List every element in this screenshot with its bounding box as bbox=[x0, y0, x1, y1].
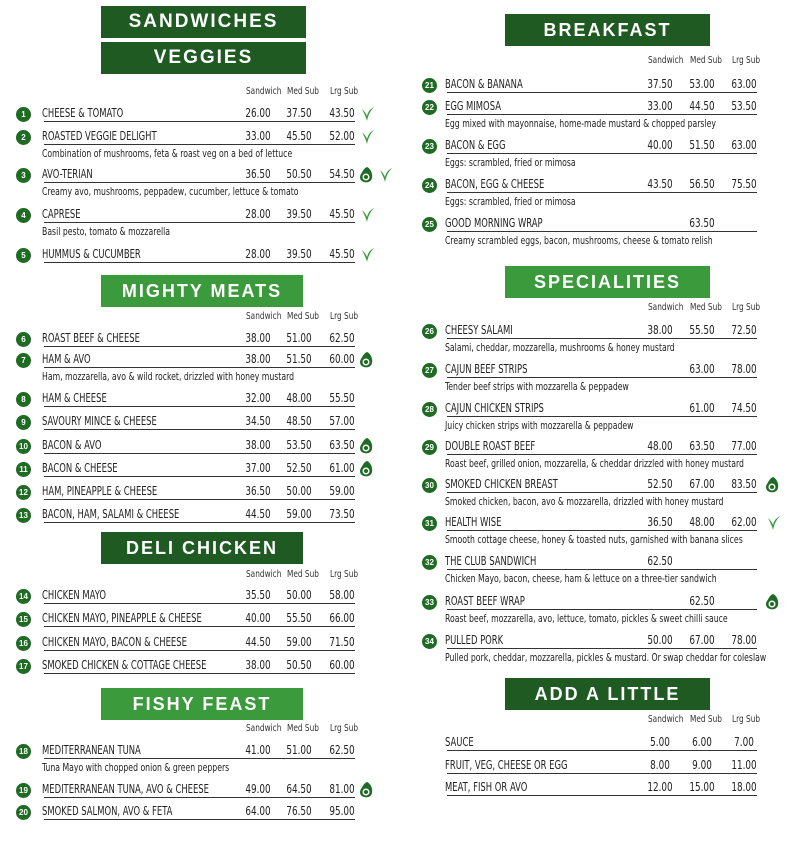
column-header-sandwich: Sandwich bbox=[246, 86, 282, 97]
item-name: BACON & EGG bbox=[445, 138, 506, 152]
item-number-badge: 21 bbox=[422, 78, 437, 93]
item-price-sandwich: 35.50 bbox=[245, 588, 271, 602]
item-price-med: 37.50 bbox=[286, 106, 312, 120]
item-underline bbox=[44, 797, 355, 798]
item-price-lrg: 75.50 bbox=[731, 177, 757, 191]
item-number-badge: 27 bbox=[422, 363, 437, 378]
item-price-med: 48.50 bbox=[286, 414, 312, 428]
item-description: Smoked chicken, bacon, avo & mozzarella, drizzled with honey mustard bbox=[445, 496, 724, 508]
item-name: FRUIT, VEG, CHEESE OR EGG bbox=[445, 758, 568, 772]
column-header-med: Med Sub bbox=[287, 86, 319, 97]
item-number-badge: 20 bbox=[16, 805, 31, 820]
item-price-sandwich: 12.00 bbox=[647, 780, 673, 794]
item-price-med: 63.50 bbox=[689, 439, 715, 453]
item-price-med: 51.00 bbox=[286, 331, 312, 345]
item-price-sandwich: 36.50 bbox=[647, 515, 673, 529]
item-number-badge: 1 bbox=[16, 107, 31, 122]
item-description: Eggs: scrambled, fried or mimosa bbox=[445, 196, 576, 208]
item-underline bbox=[447, 530, 757, 531]
item-name: SMOKED CHICKEN BREAST bbox=[445, 477, 558, 491]
item-number-badge: 12 bbox=[16, 485, 31, 500]
item-underline bbox=[44, 758, 355, 759]
item-description: Basil pesto, tomato & mozzarella bbox=[42, 226, 171, 238]
item-name: HAM & AVO bbox=[42, 352, 91, 366]
item-price-lrg: 83.50 bbox=[731, 477, 757, 491]
item-description: Combination of mushrooms, feta & roast veg on a bed of lettuce bbox=[42, 148, 293, 160]
item-name: CHICKEN MAYO bbox=[42, 588, 106, 602]
item-name: BACON, EGG & CHEESE bbox=[445, 177, 545, 191]
item-name: MEDITERRANEAN TUNA bbox=[42, 743, 141, 757]
item-price-med: 15.00 bbox=[689, 780, 715, 794]
item-description: Eggs: scrambled, fried or mimosa bbox=[445, 157, 576, 169]
item-number-badge: 6 bbox=[16, 332, 31, 347]
item-price-med: 50.00 bbox=[286, 588, 312, 602]
item-price-sandwich: 26.00 bbox=[245, 106, 271, 120]
item-underline bbox=[447, 338, 757, 339]
item-price-sandwich: 8.00 bbox=[650, 758, 670, 772]
item-price-sandwich: 38.00 bbox=[245, 352, 271, 366]
item-underline bbox=[44, 626, 355, 627]
item-number-badge: 14 bbox=[16, 589, 31, 604]
vegetarian-leaf-icon bbox=[766, 514, 782, 536]
item-name: MEAT, FISH OR AVO bbox=[445, 780, 528, 794]
item-price-med: 51.50 bbox=[689, 138, 715, 152]
item-price-lrg: 74.50 bbox=[731, 401, 757, 415]
item-number-badge: 19 bbox=[16, 783, 31, 798]
item-name: CAJUN BEEF STRIPS bbox=[445, 362, 528, 376]
section-header-mighty-meats: MIGHTY MEATS bbox=[101, 275, 303, 307]
item-number-badge: 2 bbox=[16, 130, 31, 145]
item-price-med: 44.50 bbox=[689, 99, 715, 113]
column-header-med: Med Sub bbox=[287, 569, 319, 580]
item-price-lrg: 43.50 bbox=[329, 106, 355, 120]
item-name: PULLED PORK bbox=[445, 633, 504, 647]
item-underline bbox=[44, 673, 355, 674]
item-price-sandwich: 38.00 bbox=[245, 331, 271, 345]
item-name: HAM & CHEESE bbox=[42, 391, 107, 405]
item-number-badge: 26 bbox=[422, 324, 437, 339]
item-number-badge: 22 bbox=[422, 100, 437, 115]
avocado-icon bbox=[358, 781, 374, 803]
item-underline bbox=[447, 231, 757, 232]
item-underline bbox=[447, 454, 757, 455]
vegetarian-leaf-icon bbox=[360, 206, 376, 228]
item-underline bbox=[44, 499, 355, 500]
item-price-med: 55.50 bbox=[689, 323, 715, 337]
avocado-icon bbox=[764, 476, 780, 498]
column-header-lrg: Lrg Sub bbox=[330, 569, 359, 580]
column-header-med: Med Sub bbox=[690, 55, 722, 66]
item-price-lrg: 18.00 bbox=[731, 780, 757, 794]
item-price-lrg: 63.00 bbox=[731, 77, 757, 91]
vegetarian-leaf-icon bbox=[360, 128, 376, 150]
item-name: MEDITERRANEAN TUNA, AVO & CHEESE bbox=[42, 782, 209, 796]
avocado-icon bbox=[358, 166, 374, 188]
item-price-sandwich: 28.00 bbox=[245, 247, 271, 261]
item-underline bbox=[44, 522, 355, 523]
item-description: Ham, mozzarella, avo & wild rocket, drizzled with honey mustard bbox=[42, 371, 295, 383]
section-header-specialities: SPECIALITIES bbox=[505, 266, 710, 298]
item-number-badge: 7 bbox=[16, 353, 31, 368]
item-name: CAJUN CHICKEN STRIPS bbox=[445, 401, 544, 415]
item-price-lrg: 62.50 bbox=[329, 331, 355, 345]
item-price-sandwich: 44.50 bbox=[245, 635, 271, 649]
item-underline bbox=[447, 750, 757, 751]
item-price-sandwich: 43.50 bbox=[647, 177, 673, 191]
item-price-lrg: 72.50 bbox=[731, 323, 757, 337]
avocado-icon bbox=[358, 437, 374, 459]
item-underline bbox=[447, 795, 757, 796]
item-underline bbox=[44, 406, 355, 407]
column-header-sandwich: Sandwich bbox=[246, 311, 282, 322]
item-name: DOUBLE ROAST BEEF bbox=[445, 439, 536, 453]
item-price-lrg: 95.00 bbox=[329, 804, 355, 818]
item-underline bbox=[447, 192, 757, 193]
item-price-med: 67.00 bbox=[689, 477, 715, 491]
item-price-lrg: 55.50 bbox=[329, 391, 355, 405]
item-description: Smooth cottage cheese, honey & toasted nuts, garnished with banana slices bbox=[445, 534, 743, 546]
item-underline bbox=[447, 773, 757, 774]
section-header-veggies: VEGGIES bbox=[101, 42, 306, 74]
column-header-lrg: Lrg Sub bbox=[732, 302, 761, 313]
item-price-sandwich: 28.00 bbox=[245, 207, 271, 221]
item-price-lrg: 53.50 bbox=[731, 99, 757, 113]
item-underline bbox=[447, 114, 757, 115]
item-underline bbox=[447, 492, 757, 493]
item-name: BACON & CHEESE bbox=[42, 461, 118, 475]
item-underline bbox=[447, 569, 757, 570]
item-description: Roast beef, mozzarella, avo, lettuce, tomato, pickles & sweet chilli sauce bbox=[445, 613, 728, 625]
column-header-sandwich: Sandwich bbox=[246, 723, 282, 734]
item-name: BACON & AVO bbox=[42, 438, 102, 452]
column-header-sandwich: Sandwich bbox=[246, 569, 282, 580]
avocado-icon bbox=[358, 351, 374, 373]
item-number-badge: 29 bbox=[422, 440, 437, 455]
column-header-lrg: Lrg Sub bbox=[330, 311, 359, 322]
item-number-badge: 34 bbox=[422, 634, 437, 649]
section-header-deli-chicken: DELI CHICKEN bbox=[101, 532, 303, 564]
vegetarian-leaf-icon bbox=[378, 166, 394, 188]
item-price-med: 53.00 bbox=[689, 77, 715, 91]
item-underline bbox=[44, 367, 355, 368]
item-number-badge: 33 bbox=[422, 595, 437, 610]
item-name: CHICKEN MAYO, PINEAPPLE & CHEESE bbox=[42, 611, 202, 625]
item-price-sandwich: 64.00 bbox=[245, 804, 271, 818]
item-price-lrg: 61.00 bbox=[329, 461, 355, 475]
item-underline bbox=[44, 429, 355, 430]
avocado-icon bbox=[764, 593, 780, 615]
item-name: CHICKEN MAYO, BACON & CHEESE bbox=[42, 635, 187, 649]
item-underline bbox=[44, 144, 355, 145]
column-header-med: Med Sub bbox=[690, 714, 722, 725]
item-price-med: 50.00 bbox=[286, 484, 312, 498]
section-header-fishy-feast: FISHY FEAST bbox=[101, 688, 303, 720]
item-name: BACON & BANANA bbox=[445, 77, 523, 91]
item-number-badge: 30 bbox=[422, 478, 437, 493]
section-header-add-a-little: ADD A LITTLE bbox=[505, 678, 710, 710]
item-price-sandwich: 34.50 bbox=[245, 414, 271, 428]
item-price-med: 76.50 bbox=[286, 804, 312, 818]
item-underline bbox=[447, 648, 757, 649]
item-price-lrg: 63.00 bbox=[731, 138, 757, 152]
item-price-sandwich: 40.00 bbox=[647, 138, 673, 152]
item-price-med: 39.50 bbox=[286, 207, 312, 221]
column-header-med: Med Sub bbox=[287, 311, 319, 322]
item-price-lrg: 58.00 bbox=[329, 588, 355, 602]
item-description: Juicy chicken strips with mozzarella & peppadew bbox=[445, 420, 634, 432]
item-price-sandwich: 38.00 bbox=[245, 438, 271, 452]
item-price-med: 51.00 bbox=[286, 743, 312, 757]
item-name: ROASTED VEGGIE DELIGHT bbox=[42, 129, 157, 143]
item-underline bbox=[44, 346, 355, 347]
item-price-lrg: 77.00 bbox=[731, 439, 757, 453]
item-description: Pulled pork, cheddar, mozzarella, pickles & mustard. Or swap cheddar for coleslaw bbox=[445, 652, 767, 664]
column-header-med: Med Sub bbox=[690, 302, 722, 313]
item-price-sandwich: 33.00 bbox=[647, 99, 673, 113]
item-price-lrg: 45.50 bbox=[329, 247, 355, 261]
item-name: ROAST BEEF & CHEESE bbox=[42, 331, 140, 345]
item-number-badge: 31 bbox=[422, 516, 437, 531]
item-price-sandwich: 49.00 bbox=[245, 782, 271, 796]
item-price-sandwich: 36.50 bbox=[245, 167, 271, 181]
item-description: Tuna Mayo with chopped onion & green peppers bbox=[42, 762, 230, 774]
item-number-badge: 25 bbox=[422, 217, 437, 232]
item-price-sandwich: 48.00 bbox=[647, 439, 673, 453]
item-number-badge: 8 bbox=[16, 392, 31, 407]
item-number-badge: 15 bbox=[16, 612, 31, 627]
column-header-sandwich: Sandwich bbox=[648, 302, 684, 313]
item-price-sandwich: 40.00 bbox=[245, 611, 271, 625]
item-number-badge: 17 bbox=[16, 659, 31, 674]
item-price-med: 9.00 bbox=[692, 758, 712, 772]
item-name: SAVOURY MINCE & CHEESE bbox=[42, 414, 157, 428]
item-price-med: 67.00 bbox=[689, 633, 715, 647]
item-price-lrg: 62.00 bbox=[731, 515, 757, 529]
item-underline bbox=[447, 153, 757, 154]
item-underline bbox=[44, 262, 355, 263]
item-price-lrg: 7.00 bbox=[734, 735, 754, 749]
item-price-sandwich: 5.00 bbox=[650, 735, 670, 749]
item-price-sandwich: 37.00 bbox=[245, 461, 271, 475]
item-description: Creamy avo, mushrooms, peppadew, cucumber, lettuce & tomato bbox=[42, 186, 299, 198]
item-number-badge: 13 bbox=[16, 508, 31, 523]
item-description: Egg mixed with mayonnaise, home-made mustard & chopped parsley bbox=[445, 118, 716, 130]
item-name: HUMMUS & CUCUMBER bbox=[42, 247, 141, 261]
item-price-sandwich: 50.00 bbox=[647, 633, 673, 647]
column-header-lrg: Lrg Sub bbox=[330, 86, 359, 97]
item-price-med: 59.00 bbox=[286, 635, 312, 649]
item-price-lrg: 71.50 bbox=[329, 635, 355, 649]
item-underline bbox=[447, 377, 757, 378]
item-price-lrg: 57.00 bbox=[329, 414, 355, 428]
item-price-lrg: 73.50 bbox=[329, 507, 355, 521]
item-underline bbox=[44, 121, 355, 122]
item-price-lrg: 62.50 bbox=[329, 743, 355, 757]
item-price-sandwich: 36.50 bbox=[245, 484, 271, 498]
item-price-lrg: 60.00 bbox=[329, 658, 355, 672]
item-price-med: 64.50 bbox=[286, 782, 312, 796]
item-description: Tender beef strips with mozzarella & peppadew bbox=[445, 381, 629, 393]
item-name: ROAST BEEF WRAP bbox=[445, 594, 525, 608]
item-price-lrg: 11.00 bbox=[731, 758, 757, 772]
item-price-sandwich: 37.50 bbox=[647, 77, 673, 91]
item-name: GOOD MORNING WRAP bbox=[445, 216, 543, 230]
item-number-badge: 11 bbox=[16, 462, 31, 477]
item-price-med: 63.00 bbox=[689, 362, 715, 376]
item-price-med: 45.50 bbox=[286, 129, 312, 143]
item-price-med: 39.50 bbox=[286, 247, 312, 261]
item-price-med: 56.50 bbox=[689, 177, 715, 191]
section-header-sandwiches: SANDWICHES bbox=[101, 6, 306, 38]
column-header-sandwich: Sandwich bbox=[648, 714, 684, 725]
item-name: SMOKED SALMON, AVO & FETA bbox=[42, 804, 173, 818]
item-price-sandwich: 62.50 bbox=[647, 554, 673, 568]
item-underline bbox=[44, 476, 355, 477]
item-description: Chicken Mayo, bacon, cheese, ham & lettuce on a three-tier sandwich bbox=[445, 573, 717, 585]
item-price-med: 59.00 bbox=[286, 507, 312, 521]
item-number-badge: 18 bbox=[16, 744, 31, 759]
item-number-badge: 5 bbox=[16, 248, 31, 263]
item-number-badge: 32 bbox=[422, 555, 437, 570]
item-number-badge: 4 bbox=[16, 208, 31, 223]
item-price-sandwich: 32.00 bbox=[245, 391, 271, 405]
item-price-med: 51.50 bbox=[286, 352, 312, 366]
column-header-lrg: Lrg Sub bbox=[732, 714, 761, 725]
item-price-med: 50.50 bbox=[286, 658, 312, 672]
item-price-sandwich: 38.00 bbox=[647, 323, 673, 337]
item-underline bbox=[44, 603, 355, 604]
item-price-med: 55.50 bbox=[286, 611, 312, 625]
item-price-med: 50.50 bbox=[286, 167, 312, 181]
item-price-med: 48.00 bbox=[286, 391, 312, 405]
item-name: AVO-TERIAN bbox=[42, 167, 93, 181]
item-price-lrg: 66.00 bbox=[329, 611, 355, 625]
item-number-badge: 16 bbox=[16, 636, 31, 651]
item-price-lrg: 81.00 bbox=[329, 782, 355, 796]
item-number-badge: 28 bbox=[422, 402, 437, 417]
column-header-sandwich: Sandwich bbox=[648, 55, 684, 66]
item-price-med: 52.50 bbox=[286, 461, 312, 475]
item-price-med: 6.00 bbox=[692, 735, 712, 749]
item-name: BACON, HAM, SALAMI & CHEESE bbox=[42, 507, 180, 521]
item-number-badge: 24 bbox=[422, 178, 437, 193]
item-price-sandwich: 52.50 bbox=[647, 477, 673, 491]
item-price-med: 61.00 bbox=[689, 401, 715, 415]
item-name: HAM, PINEAPPLE & CHEESE bbox=[42, 484, 158, 498]
section-header-breakfast: BREAKFAST bbox=[505, 14, 710, 46]
column-header-lrg: Lrg Sub bbox=[732, 55, 761, 66]
item-underline bbox=[44, 650, 355, 651]
item-name: CHEESY SALAMI bbox=[445, 323, 513, 337]
item-price-lrg: 45.50 bbox=[329, 207, 355, 221]
item-price-lrg: 60.00 bbox=[329, 352, 355, 366]
item-price-sandwich: 41.00 bbox=[245, 743, 271, 757]
item-underline bbox=[44, 222, 355, 223]
item-name: EGG MIMOSA bbox=[445, 99, 501, 113]
item-name: THE CLUB SANDWICH bbox=[445, 554, 537, 568]
item-name: SAUCE bbox=[445, 735, 474, 749]
item-price-sandwich: 44.50 bbox=[245, 507, 271, 521]
item-price-med: 62.50 bbox=[689, 594, 715, 608]
item-name: CHEESE & TOMATO bbox=[42, 106, 124, 120]
item-price-lrg: 63.50 bbox=[329, 438, 355, 452]
item-number-badge: 9 bbox=[16, 415, 31, 430]
item-name: SMOKED CHICKEN & COTTAGE CHEESE bbox=[42, 658, 207, 672]
item-description: Creamy scrambled eggs, bacon, mushrooms, cheese & tomato relish bbox=[445, 235, 713, 247]
item-name: CAPRESE bbox=[42, 207, 81, 221]
avocado-icon bbox=[358, 460, 374, 482]
item-underline bbox=[44, 453, 355, 454]
item-price-lrg: 54.50 bbox=[329, 167, 355, 181]
item-price-sandwich: 33.00 bbox=[245, 129, 271, 143]
column-header-med: Med Sub bbox=[287, 723, 319, 734]
item-description: Salami, cheddar, mozzarella, mushrooms & honey mustard bbox=[445, 342, 675, 354]
item-description: Roast beef, grilled onion, mozzarella, & cheddar drizzled with honey mustard bbox=[445, 458, 744, 470]
item-number-badge: 10 bbox=[16, 439, 31, 454]
item-underline bbox=[447, 92, 757, 93]
item-price-lrg: 52.00 bbox=[329, 129, 355, 143]
item-underline bbox=[44, 819, 355, 820]
column-header-lrg: Lrg Sub bbox=[330, 723, 359, 734]
item-underline bbox=[447, 609, 757, 610]
item-price-med: 48.00 bbox=[689, 515, 715, 529]
item-price-med: 63.50 bbox=[689, 216, 715, 230]
item-price-lrg: 78.00 bbox=[731, 362, 757, 376]
item-name: HEALTH WISE bbox=[445, 515, 502, 529]
item-number-badge: 3 bbox=[16, 168, 31, 183]
item-price-lrg: 78.00 bbox=[731, 633, 757, 647]
item-price-med: 53.50 bbox=[286, 438, 312, 452]
item-underline bbox=[44, 182, 355, 183]
vegetarian-leaf-icon bbox=[360, 246, 376, 268]
item-underline bbox=[447, 416, 757, 417]
item-price-sandwich: 38.00 bbox=[245, 658, 271, 672]
vegetarian-leaf-icon bbox=[360, 105, 376, 127]
item-number-badge: 23 bbox=[422, 139, 437, 154]
item-price-lrg: 59.00 bbox=[329, 484, 355, 498]
